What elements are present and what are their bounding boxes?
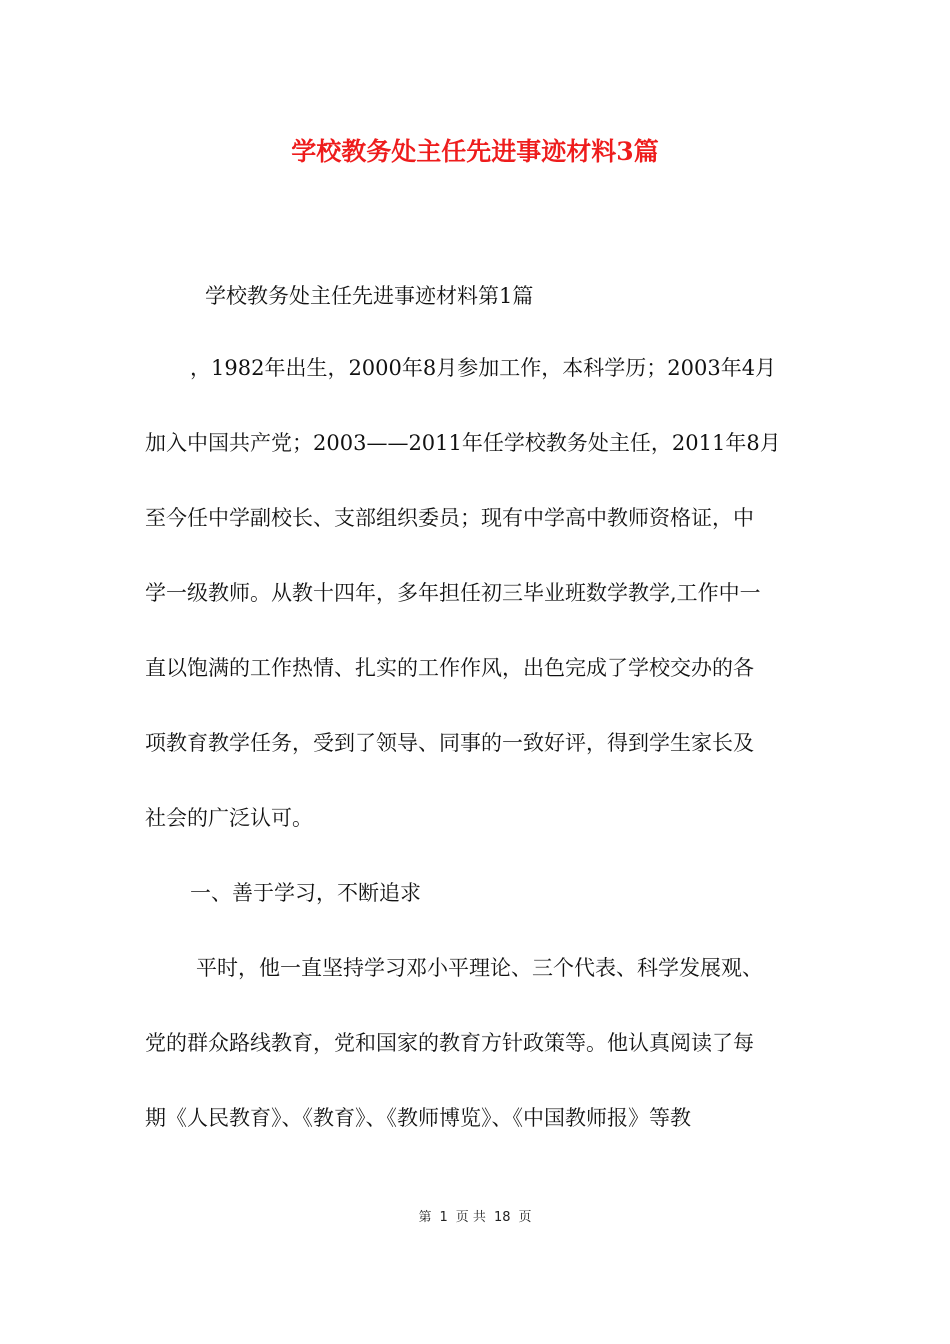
paragraph-line: 平时，他一直坚持学习邓小平理论、三个代表、科学发展观、 — [196, 956, 763, 980]
paragraph-line: 社会的广泛认可。 — [145, 806, 313, 830]
paragraph-line: 加入中国共产党；2003——2011年任学校教务处主任，2011年8月 — [145, 431, 781, 455]
paragraph-line: 直以饱满的工作热情、扎实的工作作风，出色完成了学校交办的各 — [145, 656, 754, 680]
footer-current-page: 1 — [439, 1210, 448, 1225]
page-title: 学校教务处主任先进事迹材料3篇 — [291, 137, 659, 166]
paragraph-line: 学一级教师。从教十四年，多年担任初三毕业班数学教学,工作中一 — [145, 581, 761, 605]
footer-middle: 页 共 — [455, 1210, 486, 1225]
paragraph-line: 期《人民教育》、《教育》、《教师博览》、《中国教师报》等教 — [145, 1106, 691, 1130]
paragraph-line: 至今任中学副校长、支部组织委员；现有中学高中教师资格证，中 — [145, 506, 754, 530]
paragraph-line: ，1982年出生，2000年8月参加工作，本科学历；2003年4月 — [190, 356, 777, 380]
paragraph-line: 党的群众路线教育，党和国家的教育方针政策等。他认真阅读了每 — [145, 1031, 754, 1055]
footer-prefix: 第 — [418, 1210, 432, 1225]
section-heading: 一、善于学习，不断追求 — [190, 881, 421, 905]
footer-suffix: 页 — [518, 1210, 532, 1225]
footer-total-pages: 18 — [493, 1210, 511, 1225]
page-footer — [0, 1208, 950, 1228]
paragraph-line: 项教育教学任务，受到了领导、同事的一致好评，得到学生家长及 — [145, 731, 754, 755]
section-title: 学校教务处主任先进事迹材料第1篇 — [205, 284, 534, 308]
